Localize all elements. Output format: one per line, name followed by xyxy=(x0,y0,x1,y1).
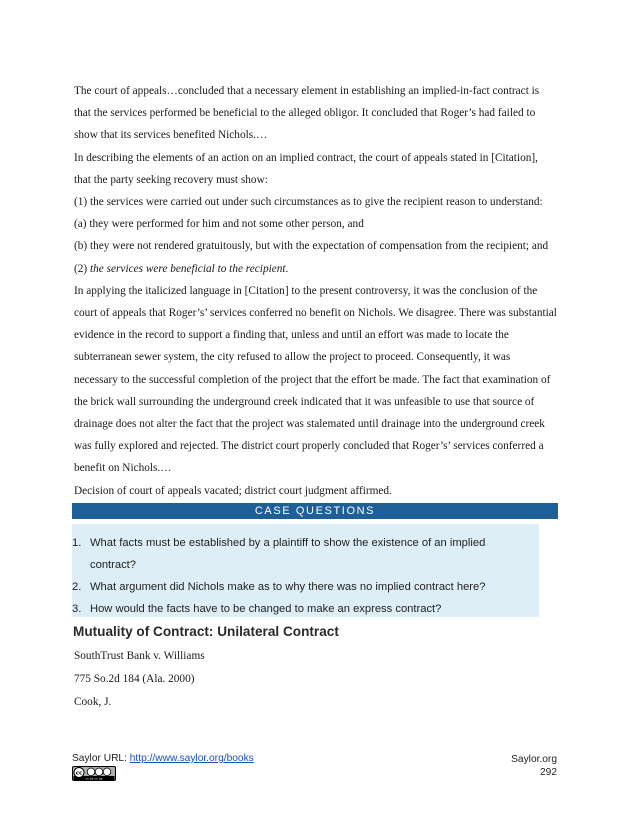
question-number: 3. xyxy=(72,603,82,615)
case-citation: 775 So.2d 184 (Ala. 2000) xyxy=(74,673,195,685)
question-text: What facts must be established by a plaintiff to show the existence of an implied xyxy=(90,537,486,549)
footer-source xyxy=(72,753,254,764)
case-questions-heading: CASE QUESTIONS xyxy=(72,503,558,519)
paragraph-line: (a) they were performed for him and not some other person, and xyxy=(74,218,364,231)
list-marker: (2) xyxy=(74,262,90,275)
question-item xyxy=(72,576,539,598)
footer-page-info xyxy=(511,753,557,779)
paragraph-line: drainage does not alter the fact that the project was stalemated until drainage into the underground creek xyxy=(74,418,545,431)
footer-site: Saylor.org xyxy=(511,754,557,765)
paragraph-line: subterranean sewer system, the city refused to allow the project to proceed. Consequently, it was xyxy=(74,351,511,364)
paragraph-line: (b) they were not rendered gratuitously, but with the expectation of compensation from the recipient; and xyxy=(74,240,549,253)
decision-line: Decision of court of appeals vacated; district court judgment affirmed. xyxy=(74,484,392,497)
paragraph-line: that the services performed be beneficial to the alleged obligor. It concluded that Roger’s had failed to xyxy=(74,107,536,120)
italic-clause: the services were beneficial to the recipient xyxy=(90,262,286,275)
paragraph-line: necessary to the successful completion of the project that the effort be made. The fact that examination of xyxy=(74,373,551,386)
paragraph-line: The court of appeals…concluded that a necessary element in establishing an implied-in-fact contract is xyxy=(74,85,540,97)
question-text: What argument did Nichols make as to why there was no implied contract here? xyxy=(90,581,486,593)
question-item xyxy=(72,598,539,620)
paragraph-line-italic xyxy=(74,258,558,280)
svg-text:cc: cc xyxy=(75,770,83,777)
paragraph-line: was fully explored and rejected. The district court properly concluded that Roger’s’ services conferred a xyxy=(74,440,544,453)
judge-name: Cook, J. xyxy=(74,696,112,708)
question-text-continued: contract? xyxy=(90,559,137,571)
paragraph-line: show that its services benefited Nichols.… xyxy=(74,129,268,142)
saylor-books-link[interactable]: http://www.saylor.org/books xyxy=(129,753,254,764)
paragraph-line: that the party seeking recovery must show: xyxy=(74,173,268,186)
question-text: How would the facts have to be changed to make an express contract? xyxy=(90,603,442,615)
paragraph-line: benefit on Nichols.… xyxy=(74,462,172,475)
question-number: 2. xyxy=(72,581,82,593)
paragraph-line: In applying the italicized language in [Citation] to the present controversy, it was the conclusion of the xyxy=(74,284,538,297)
case-excerpt xyxy=(74,80,558,502)
question-item xyxy=(72,532,539,576)
footer-source-label: Saylor URL: xyxy=(72,753,130,764)
page-number: 292 xyxy=(540,767,557,778)
paragraph-line: evidence in the record to support a finding that, unless and until an effort was made to locate the xyxy=(74,329,509,342)
license-badge-text: cc by nc sa xyxy=(85,776,103,781)
paragraph-line: court of appeals that Roger’s’ services conferred no benefit on Nichols. We disagree. There was substantial xyxy=(74,307,557,320)
italic-suffix: . xyxy=(285,262,289,275)
section-heading: Mutuality of Contract: Unilateral Contract xyxy=(73,624,339,639)
case-questions-list xyxy=(72,532,539,620)
case-name: SouthTrust Bank v. Williams xyxy=(74,650,205,662)
question-number: 1. xyxy=(72,537,82,549)
creative-commons-license-icon xyxy=(72,766,116,781)
paragraph-line: the brick wall surrounding the underground creek indicated that it was unfeasible to use that source of xyxy=(74,395,535,408)
paragraph-line: (1) the services were carried out under such circumstances as to give the recipient reason to understand: xyxy=(74,196,543,209)
paragraph-line: In describing the elements of an action on an implied contract, the court of appeals stated in [Citation], xyxy=(74,151,538,164)
